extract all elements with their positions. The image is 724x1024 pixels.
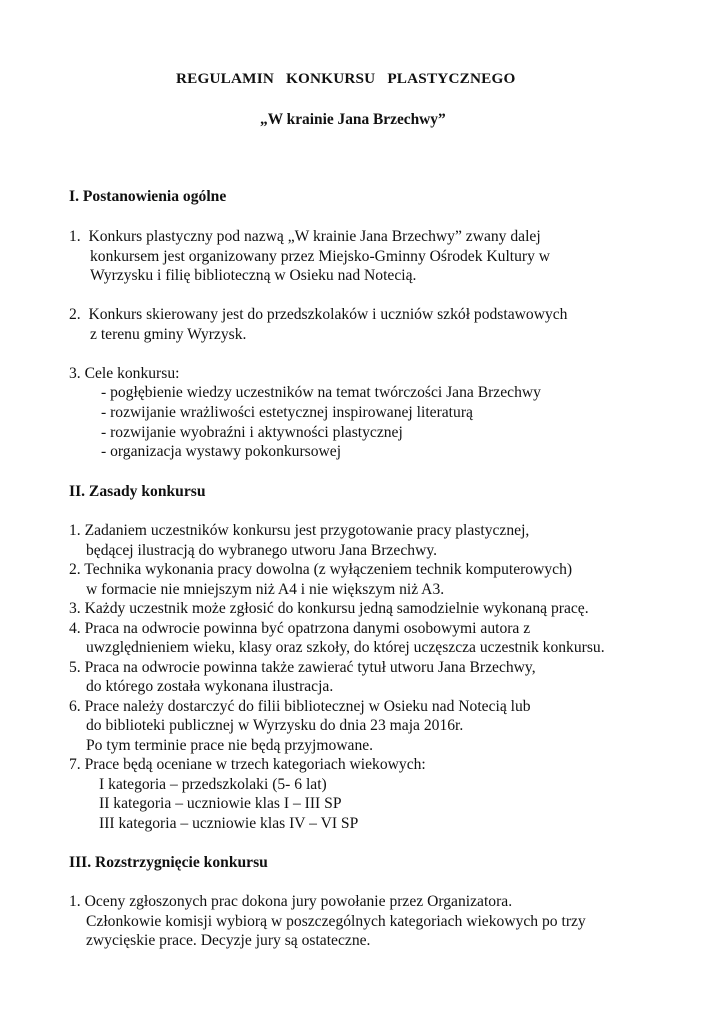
paragraph-line: uwzględnieniem wieku, klasy oraz szkoły, do której uczęszcza uczestnik konkursu. <box>86 639 605 656</box>
paragraph-line: Członkowie komisji wybiorą w poszczególnych kategoriach wiekowych po trzy <box>86 913 586 930</box>
list-item: - organizacja wystawy pokonkursowej <box>101 443 342 460</box>
paragraph-line: Wyrzysku i filię biblioteczną w Osieku nad Notecią. <box>90 267 417 284</box>
paragraph-line: konkursem jest organizowany przez Miejsko-Gminny Ośrodek Kultury w <box>90 248 551 265</box>
paragraph-line: 2. Konkurs skierowany jest do przedszkolaków i uczniów szkół podstawowych <box>69 306 568 323</box>
paragraph-line: 2. Technika wykonania pracy dowolna (z wyłączeniem technik komputerowych) <box>69 561 573 578</box>
paragraph-line: 5. Praca na odwrocie powinna także zawierać tytuł utworu Jana Brzechwy, <box>69 659 536 676</box>
paragraph-line: w formacie nie mniejszym niż A4 i nie większym niż A3. <box>86 581 445 598</box>
paragraph-line: 1. Konkurs plastyczny pod nazwą „W krainie Jana Brzechwy” zwany dalej <box>69 228 541 245</box>
document-subtitle: „W krainie Jana Brzechwy” <box>260 111 446 128</box>
paragraph-line: 6. Prace należy dostarczyć do filii bibliotecznej w Osieku nad Notecią lub <box>69 698 531 715</box>
paragraph-line: Po tym terminie prace nie będą przyjmowane. <box>86 737 374 754</box>
paragraph-line: zwycięskie prace. Decyzje jury są ostateczne. <box>86 932 371 949</box>
paragraph-line: 4. Praca na odwrocie powinna być opatrzona danymi osobowymi autora z <box>69 620 531 637</box>
paragraph-line: 3. Każdy uczestnik może zgłosić do konkursu jedną samodzielnie wykonaną pracę. <box>69 600 589 617</box>
paragraph-line: 1. Zadaniem uczestników konkursu jest przygotowanie pracy plastycznej, <box>69 522 530 539</box>
paragraph-line: 1. Oceny zgłoszonych prac dokona jury powołanie przez Organizatora. <box>69 893 513 910</box>
list-item: - rozwijanie wrażliwości estetycznej inspirowanej literaturą <box>101 404 473 421</box>
list-item: III kategoria – uczniowie klas IV – VI SP <box>99 815 359 832</box>
document-title: REGULAMIN KONKURSU PLASTYCZNEGO <box>176 70 516 87</box>
section-heading-general: I. Postanowienia ogólne <box>69 188 227 205</box>
list-item: - pogłębienie wiedzy uczestników na temat twórczości Jana Brzechwy <box>101 384 541 401</box>
paragraph-line: będącej ilustracją do wybranego utworu Jana Brzechwy. <box>86 542 438 559</box>
paragraph-line: 7. Prace będą oceniane w trzech kategoriach wiekowych: <box>69 756 426 773</box>
paragraph-line: 3. Cele konkursu: <box>69 365 180 382</box>
section-heading-rules: II. Zasady konkursu <box>69 483 206 500</box>
paragraph-line: do biblioteki publicznej w Wyrzysku do dnia 23 maja 2016r. <box>86 717 464 734</box>
section-heading-results: III. Rozstrzygnięcie konkursu <box>69 854 268 871</box>
list-item: - rozwijanie wyobraźni i aktywności plastycznej <box>101 424 403 441</box>
paragraph-line: z terenu gminy Wyrzysk. <box>90 326 247 343</box>
list-item: II kategoria – uczniowie klas I – III SP <box>99 795 342 812</box>
paragraph-line: do którego została wykonana ilustracja. <box>86 678 334 695</box>
list-item: I kategoria – przedszkolaki (5- 6 lat) <box>99 776 327 793</box>
